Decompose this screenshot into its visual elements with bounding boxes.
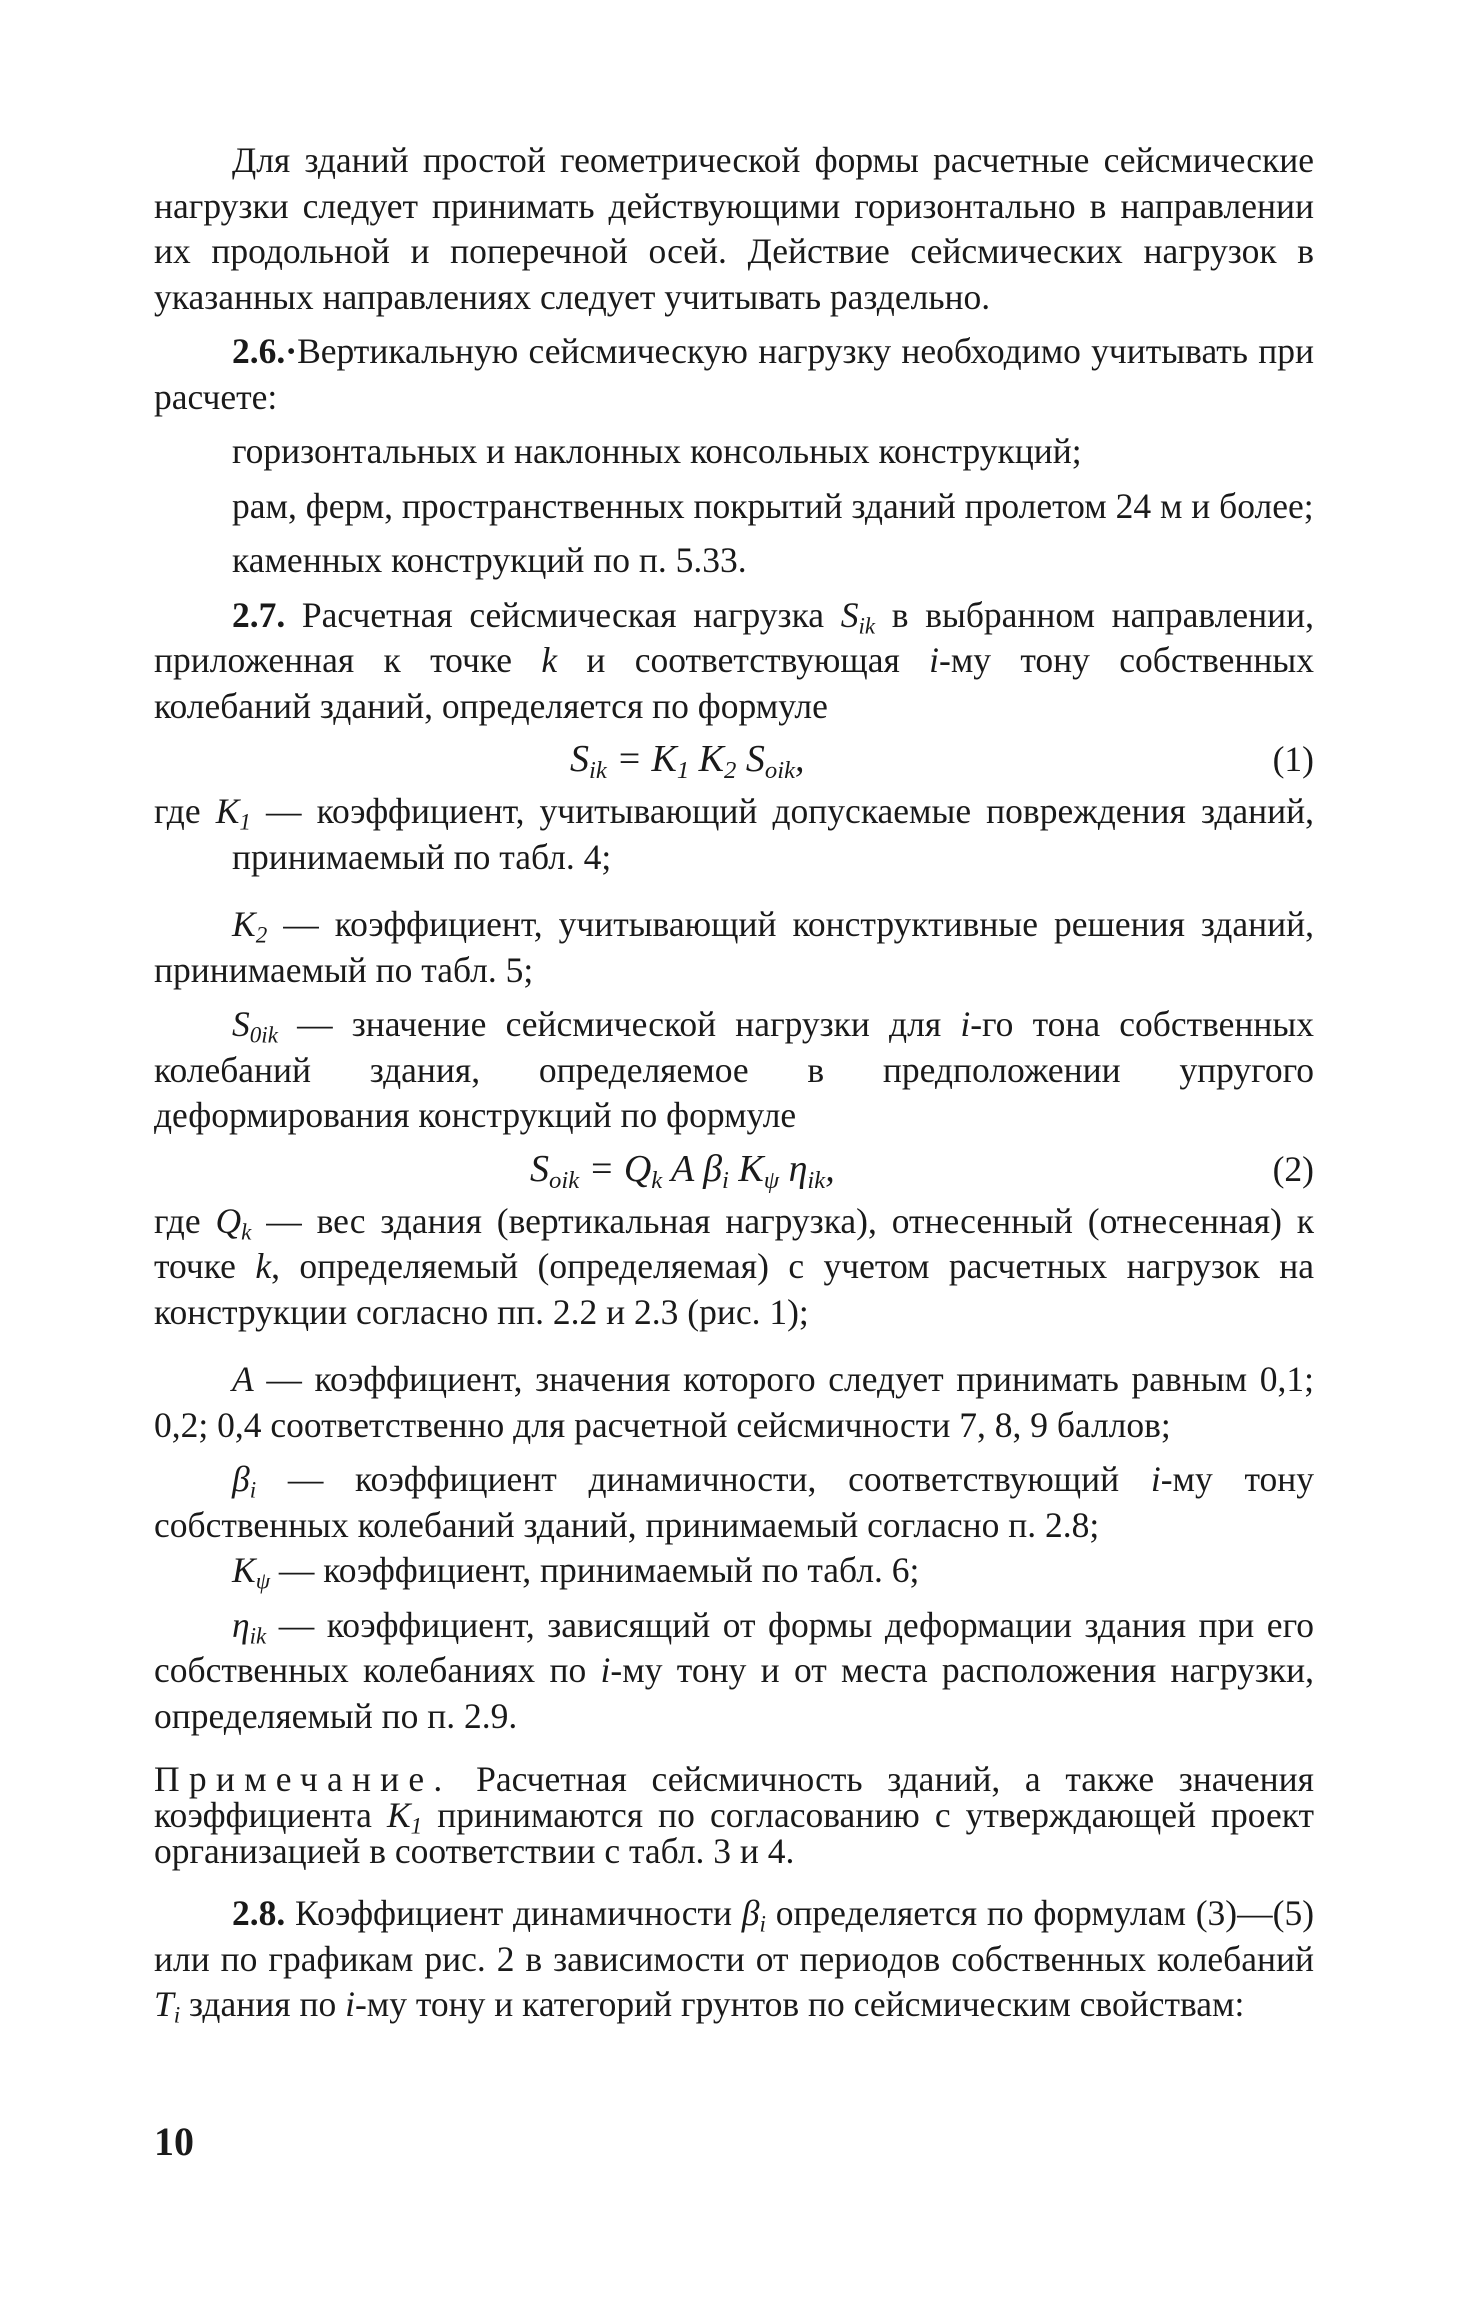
body-text (154, 138, 1314, 2028)
symbol-k: k (541, 640, 558, 680)
symbol-k1 (215, 791, 251, 835)
clause-number-2-7: 2.7. (232, 594, 286, 635)
definition-k2-text: — коэффициент, учитывающий конструктивные решения зданий, принимаемый по табл. 5; (154, 904, 1314, 990)
symbol-k1 (386, 1795, 423, 1839)
note (154, 1761, 1314, 1869)
note-symbol-letter: K (386, 1795, 411, 1835)
list-item-1-text: горизонтальных и наклонных консольных конструкций; (232, 431, 1082, 471)
symbol-kpsi (232, 1550, 271, 1594)
definition-qk-text-a: — вес здания (вертикальная нагрузка), отнесенный (отнесенная) к точке (154, 1200, 1314, 1286)
definition-a-text: — коэффициент, значения которого следует принимать равным 0,1; 0,2; 0,4 соответственно для расчетной сейсмичности 7, 8, 9 баллов; (154, 1359, 1314, 1445)
symbol-ti-subscript: i (173, 2001, 181, 2028)
symbol-kpsi-subscript: ψ (255, 1567, 271, 1594)
page-number: 10 (154, 2119, 194, 2164)
list-item-3 (154, 538, 1314, 584)
symbol-ti-letter: T (154, 1984, 174, 2024)
symbol-i: i (345, 1984, 355, 2024)
definition-k2 (154, 902, 1314, 993)
paragraph-2-6 (154, 329, 1314, 420)
note-label: Примечание. (154, 1759, 452, 1799)
formula-2-expression: $S_{oik} = Q_k$ A $\beta_i$ $K_\psi$ $\eta_{ik}$, (530, 1147, 835, 1194)
definition-a (154, 1357, 1314, 1448)
definition-qk-text-b: , определяемый (определяемая) с учетом расчетных нагрузок на конструкции согласно пп. 2.2 и 2.3 (рис. 1); (154, 1246, 1314, 1332)
paragraph-2-8 (154, 1891, 1314, 2028)
list-item-2 (154, 484, 1314, 530)
paragraph-2-7-text-d: -му тону собственных колебаний зданий, определяется по формуле (154, 640, 1314, 726)
definition-s0ik (154, 1002, 1314, 1139)
symbol-s-letter: S (840, 594, 859, 635)
symbol-k: k (255, 1246, 272, 1286)
symbol-i: i (929, 640, 940, 680)
paragraph-2-7-text-a: Расчетная сейсмическая нагрузка (301, 594, 825, 635)
paragraph-1 (154, 138, 1314, 320)
definition-eta-text-b: -му тону и от места расположения нагрузки, определяемый по п. 2.9. (154, 1650, 1315, 1736)
symbol-beta-letter: β (741, 1893, 760, 1933)
paragraph-2-6-text: Вертикальную сейсмическую нагрузку необходимо учитывать при расчете: (154, 331, 1314, 417)
symbol-s0ik-subscript: 0ik (249, 1021, 278, 1048)
paragraph-2-8-text-c: здания по (189, 1984, 337, 2024)
definition-beta-text-a: — коэффициент динамичности, соответствующий (287, 1459, 1120, 1499)
paragraph-2-7-text-b: в выбранном направлении, приложенная к точке (154, 594, 1315, 680)
definition-eta-text-a: — коэффициент, зависящий от формы деформации здания при его собственных колебаниях по (154, 1604, 1314, 1690)
definition-eta (154, 1603, 1314, 1740)
paragraph-1-text: Для зданий простой геометрической формы расчетные сейсмические нагрузки следует принимать действующими горизонтально в направлении их продольной и поперечной осей. Действие сейсмических нагрузок в указанных направлениях следует учитывать раздельно. (154, 140, 1314, 317)
paragraph-2-8-text-a: Коэффициент динамичности (295, 1893, 733, 1933)
definition-s0ik-text-a: — значение сейсмической нагрузки для (297, 1004, 942, 1044)
paragraph-2-7 (154, 593, 1314, 730)
definition-beta-text-b: -му тону собственных колебаний зданий, принимаемый согласно п. 2.8; (154, 1459, 1314, 1545)
symbol-s0ik (232, 1004, 278, 1048)
list-item-2-text-b: более; (1219, 485, 1314, 526)
symbol-qk (215, 1200, 252, 1244)
symbol-eta (232, 1604, 267, 1648)
symbol-beta-subscript: i (759, 1910, 766, 1937)
symbol-qk-letter: Q (215, 1200, 242, 1241)
symbol-eta-subscript: ik (249, 1621, 267, 1648)
note-symbol-subscript: 1 (410, 1812, 423, 1839)
formula-2-number: (2) (1272, 1148, 1314, 1189)
symbol-i: i (960, 1004, 971, 1044)
symbol-i: i (600, 1650, 611, 1690)
list-item-1 (154, 429, 1314, 475)
paragraph-2-8-text-d: -му тону и категорий грунтов по сейсмическим свойствам: (354, 1984, 1245, 2024)
paragraph-2-8-text-b: определяется по формулам (3)—(5) или по графикам рис. 2 в зависимости от периодов собственных колебаний (154, 1893, 1315, 1979)
where-word: где (154, 791, 201, 831)
list-item-3-text: каменных конструкций по п. 5.33. (232, 540, 747, 580)
symbol-s (840, 594, 876, 638)
symbol-kpsi-letter: K (232, 1550, 256, 1590)
symbol-k2 (232, 904, 268, 948)
definition-beta (154, 1457, 1314, 1548)
symbol-beta (741, 1893, 766, 1937)
paragraph-2-7-text-c: и соответствующая (586, 640, 900, 680)
note-text-b: принимаются по согласованию с утверждающей проект организацией в соответствии с табл. 3 и 4. (154, 1795, 1315, 1871)
definition-s0ik-text-b: -го тона собственных колебаний здания, определяемое в предположении упругого деформирования конструкций по формуле (154, 1004, 1315, 1135)
note-text-a: Расчетная сейсмичность зданий, а также значения коэффициента (154, 1759, 1314, 1835)
symbol-k2-subscript: 2 (255, 921, 268, 948)
symbol-beta (232, 1459, 257, 1503)
symbol-s-subscript: ik (858, 611, 876, 638)
list-item-2-text-a: рам, ферм, пространственных покрытий зданий пролетом 24 м и (232, 485, 1211, 526)
symbol-beta-letter: β (232, 1459, 250, 1499)
formula-1 (154, 737, 1314, 789)
formula-2 (154, 1147, 1314, 1199)
symbol-eta-letter: η (232, 1604, 250, 1645)
symbol-k1-subscript: 1 (239, 808, 251, 835)
definition-kpsi (154, 1548, 1314, 1594)
clause-number-2-6: 2.6.· (232, 331, 298, 371)
definition-k1 (154, 789, 1314, 880)
symbol-i: i (1150, 1459, 1161, 1499)
definition-kpsi-text: — коэффициент, принимаемый по табл. 6; (278, 1550, 920, 1590)
formula-1-expression: $S_{ik} = K_1$ $K_2$ $S_{oik}$, (570, 738, 805, 784)
symbol-s0ik-letter: S (232, 1004, 250, 1044)
symbol-qk-subscript: k (241, 1217, 252, 1244)
symbol-beta-subscript: i (249, 1476, 257, 1503)
definition-qk (154, 1199, 1314, 1336)
where-word: где (154, 1200, 201, 1241)
formula-1-number: (1) (1272, 739, 1314, 779)
definition-k1-text: — коэффициент, учитывающий допускаемые повреждения зданий, принимаемый по табл. 4; (232, 791, 1315, 877)
symbol-k2-letter: K (232, 904, 256, 944)
symbol-k1-letter: K (215, 791, 240, 831)
symbol-ti (154, 1984, 181, 2028)
clause-number-2-8: 2.8. (232, 1893, 286, 1933)
symbol-a: A (232, 1359, 254, 1399)
